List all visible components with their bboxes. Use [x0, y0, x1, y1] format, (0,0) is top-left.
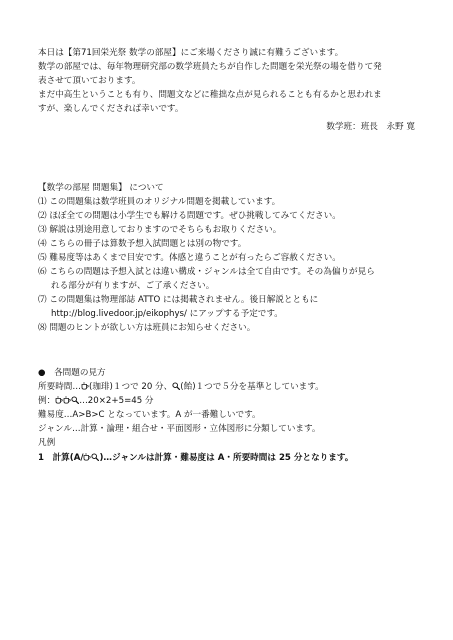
about-item-6-cont: れる部分が有りますが、ご了承ください。 [51, 281, 215, 291]
example-formula: …20×2+5=45 分 [79, 396, 154, 406]
intro-line-2: 数学の部屋では、毎年物理研究部の数学班員たちが自作した問題を栄光祭の場を借りて発 [38, 62, 382, 72]
howto-time-line [38, 381, 415, 394]
candy-icon [71, 396, 79, 404]
about-item-6: ⑹ こちらの問題は予想入試とは違い構成・ジャンルは全て自由です。その為偏りが見ら [38, 267, 375, 277]
about-heading: 【数学の部屋 問題集】 について [38, 183, 164, 193]
legend-example-line [38, 452, 415, 465]
about-item-2: ⑵ ほぼ全ての問題は小学生でも解ける問題です。ぜひ挑戦してみてください。 [38, 211, 341, 221]
candy-rule: (飴)１つで５分を基準としています。 [180, 382, 324, 392]
intro-line-1: 本日は【第71回栄光祭 数学の部屋】にご来場くださり誠に有難うございます。 [38, 48, 344, 58]
about-item-7: ⑺ この問題集は物理部誌 ATTO には掲載されません。後日解説とともに [38, 295, 319, 305]
legend-label: 凡例 [38, 438, 56, 448]
coffee-cup-icon [81, 382, 89, 390]
coffee-rule: (珈琲)１つで 20 分、 [88, 382, 173, 392]
intro-line-4: まだ中高生ということも有り、問題文などに稚拙な点が見られることも有るかと思われま [38, 90, 382, 100]
coffee-cup-icon [83, 453, 91, 461]
about-item-7-url: http://blog.livedoor.jp/eikophys/ にアップする予定です。 [51, 309, 283, 319]
legend-example-text: )…ジャンルは計算・難易度は A・所要時間は 25 分となります。 [99, 453, 354, 463]
legend-example-prefix: 1 計算(A/ [38, 453, 84, 463]
about-item-5: ⑸ 難易度等はあくまで目安です。体感と違うことが有ったらご容赦ください。 [38, 253, 341, 263]
about-item-1: ⑴ この問題集は数学班員のオリジナル問題を掲載しています。 [38, 197, 281, 207]
coffee-cup-icon [55, 396, 63, 404]
about-item-8: ⑻ 問題のヒントが欲しい方は班員にお知らせください。 [38, 323, 256, 333]
signature: 数学班：班長 永野 寛 [326, 122, 415, 132]
about-item-3: ⑶ 解説は別途用意しておりますのでそちらもお取りください。 [38, 225, 282, 235]
howto-heading: ● 各問題の見方 [38, 368, 106, 378]
coffee-cup-icon [63, 396, 71, 404]
time-label: 所要時間… [38, 382, 81, 392]
intro-line-5: すが、楽しんでくだされば幸いです。 [38, 104, 184, 114]
about-item-4: ⑷ こちらの冊子は算数予想入試問題とは別の物です。 [38, 239, 247, 249]
intro-line-3: 表させて頂いております。 [38, 76, 141, 86]
howto-example-line [38, 395, 415, 408]
example-label: 例： [38, 396, 56, 406]
howto-genre: ジャンル…計算・論理・組合せ・平面図形・立体図形に分類しています。 [38, 424, 321, 434]
howto-difficulty: 難易度…A>B>C となっています。A が一番難しいです。 [38, 410, 261, 420]
